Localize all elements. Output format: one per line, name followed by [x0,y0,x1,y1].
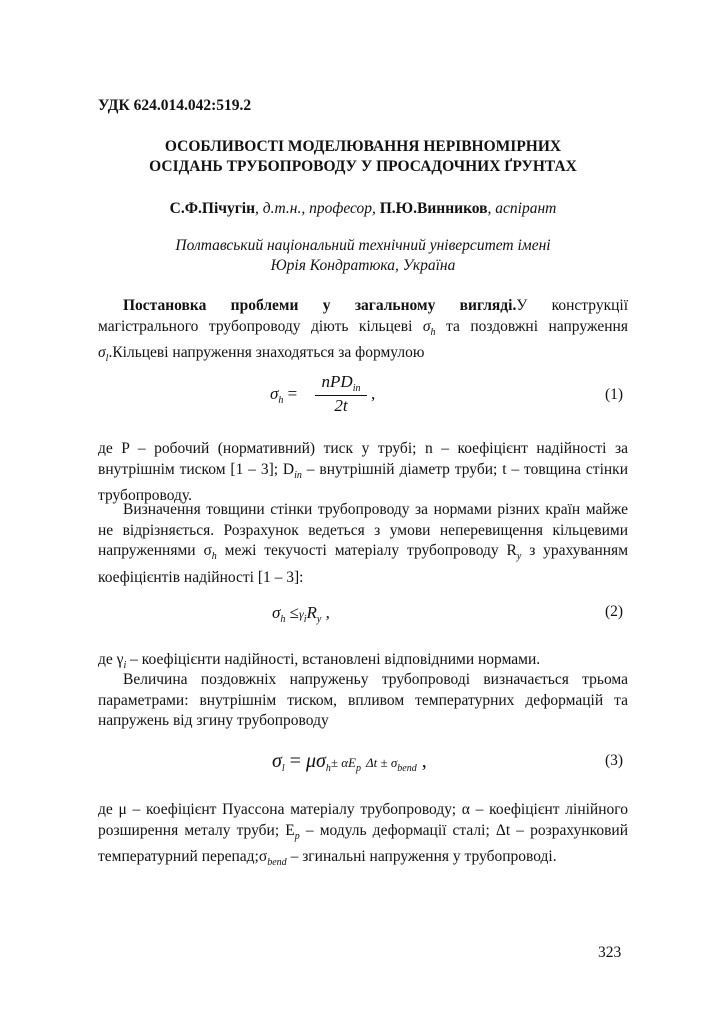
equation-1-comma: , [371,384,376,403]
author-1-name: С.Ф.Пічугін [169,200,256,217]
paragraph-wall-thickness: Визначення товщини стінки трубопроводу за нормами різних країн майже не відрізняється. Розрахунок ведеться з умови неперевищення кільцевими напруженнями $\sigma_h$ межі текучості матеріалу трубопроводу $R_y$ з урахуванням коефіцієнтів надійності [1 – 3]: [98,501,628,586]
paragraph-variables-1: де P – робочий (нормативний) тиск у трубі; n – коефіцієнт надійності за внутрішнім тиском [1 – 3]; $D_{in}$ – внутрішній діаметр труби; t – товщина стінки трубопроводу. [98,440,628,504]
p1-sigma-l: σ [98,344,106,361]
p1-sigma-h: σ [422,317,431,335]
author-1-role: , д.т.н., професор, [255,200,376,217]
equation-1-number: (1) [605,386,624,403]
paragraph-variables-3: де μ – коефіцієнт Пуассона матеріалу трубопроводу; α – коефіцієнт лінійного розширення металу труби; $E_p$ – модуль деформації сталі; Δt – розрахунковий температурний $перепад;\sigma_{bend}$ – згинальні напруження у трубопроводі. [98,801,628,868]
author-2-role: , аспірант [487,200,557,217]
paragraph-gamma: де $\gamma_i$ – коефіцієнти надійності, встановлені відповідними нормами. [98,651,541,671]
paragraph-problem-statement [98,296,628,370]
equation-3-number: (3) [605,752,624,769]
authors [98,200,628,218]
p1-text-2: та поздовжні напруження [435,317,628,335]
page-number: 323 [598,944,622,961]
equation-3: $\sigma_l = \mu\sigma_h\pm \alpha E_p$ $\Delta t \pm \sigma_{bend}$ , [272,750,427,774]
section-heading: Постановка проблеми у загальному вигляді. [123,297,517,314]
equation-2-number: (2) [605,603,624,620]
title-line-2: ОСІДАНЬ ТРУБОПРОВОДУ У ПРОСАДОЧНИХ ҐРУНТАХ [149,158,577,175]
title-line-1: ОСОБЛИВОСТІ МОДЕЛЮВАННЯ НЕРІВНОМІРНИХ [164,138,562,155]
p1-sigma-h-sub: h [430,326,436,338]
author-2-name: П.Ю.Винников [379,200,488,217]
equation-1-lhs: $\sigma_h$ = [270,384,298,406]
affiliation-line-1: Полтавський національний технічний університет імені [175,237,551,254]
udk-code: УДК 624.014.042:519.2 [98,97,252,114]
paragraph-longitudinal: Величина поздовжніх напруженьу трубопроводі визначається трьома параметрами: внутрішнім тиском, впливом температурних деформацій та напружень від згину трубопроводу [98,671,628,729]
affiliation-line-2: Юрія Кондратюка, Україна [270,257,456,274]
p1-text-3: .Кільцеві напруження знаходяться за формулою [108,344,425,361]
p1-sigma-l-sub: l [105,353,109,364]
equation-2: $\sigma_h \le\gamma_iR_y$ , [272,603,330,625]
equation-1-fraction: nPD$_{in}$ 2t [315,372,367,416]
p1-text-1: У конструкції магістрального трубопроводу діють кільцеві [98,297,629,335]
